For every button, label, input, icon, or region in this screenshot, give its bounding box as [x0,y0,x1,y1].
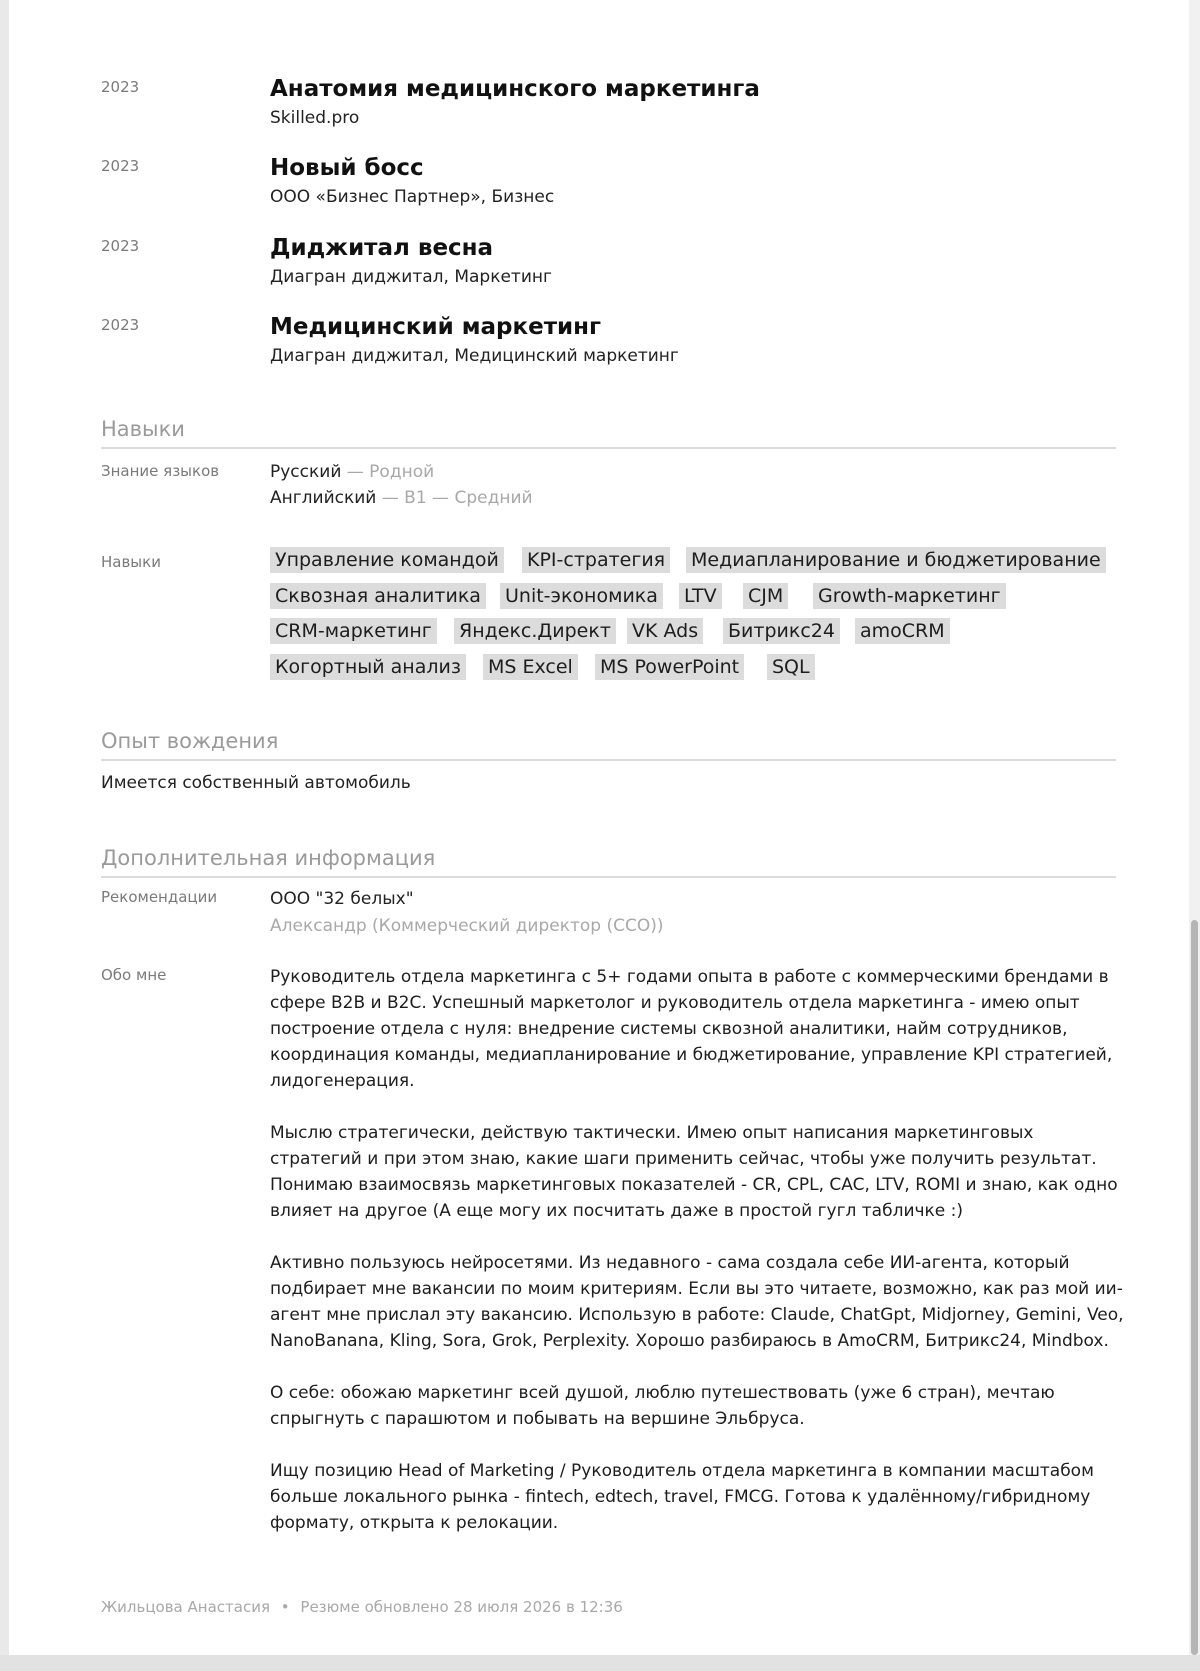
skill-tag: KPI-стратегия [522,547,670,573]
skill-tag: MS PowerPoint [595,654,744,680]
skill-tag: Unit-экономика [500,583,663,609]
about-paragraph: Мыслю стратегически, действую тактически. Имею опыт написания маркетинговых стратегий и при этом знаю, какие шаги применить сейчас, чтобы уже получить результат. Понимаю взаимосвязь маркетинговых показателей - CR, CPL, CAC, LTV, ROMI и знаю, как одно влияет на другое (А еще могу их посчитать даже в простой гугл табличке :) [270,1123,1118,1221]
course-title: Диджитал весна [270,235,494,261]
about-paragraph: Активно пользуюсь нейросетями. Из недавного - сама создала себе ИИ-агента, который подбирает мне вакансии по моим критериям. Если вы это читаете, возможно, как раз мой ии-агент мне прислал эту вакансию. Использую в работе: Claude, ChatGpt, Midjorney, Gemini, Veo, NanoBanana, Kling, Sora, Grok, Perplexity. Хорошо разбираюсь в AmoCRM, Битрикс24, Mindbox. [270,1253,1124,1351]
skill-tag: LTV [679,583,722,609]
course-year: 2023 [101,316,140,334]
footer-separator: • [280,1598,290,1616]
course-title: Новый босс [270,155,424,181]
course-year: 2023 [101,157,140,175]
about-paragraph: О себе: обожаю маркетинг всей душой, люблю путешествовать (уже 6 стран), мечтаю спрыгнуть с парашютом и побывать на вершине Эльбруса. [270,1383,1055,1429]
course-title: Анатомия медицинского маркетинга [270,76,760,102]
recommendations-label: Рекомендации [101,888,218,906]
language-item [270,462,434,482]
language-level: — B1 — Средний [376,488,533,508]
skill-tag: Битрикс24 [723,618,840,644]
driving-text: Имеется собственный автомобиль [101,773,411,793]
course-org: Skilled.pro [270,108,360,128]
vertical-scrollbar[interactable] [1189,0,1200,1671]
about-paragraph: Ищу позицию Head of Marketing / Руководитель отдела маркетинга в компании масштабом больше локального рынка - fintech, edtech, travel, FMCG. Готова к удалённому/гибридному формату, открыта к релокации. [270,1461,1094,1533]
bottom-bar [0,1655,1200,1671]
about-text [270,964,1130,1536]
resume-footer [101,1598,623,1616]
about-paragraph: Руководитель отдела маркетинга с 5+ годами опыта в работе с коммерческими брендами в сфере B2B и B2C. Успешный маркетолог и руководитель отдела маркетинга - имею опыт построение отдела с нуля: внедрение системы сквозной аналитики, найм сотрудников, координация команды, медиапланирование и бюджетирование, управление KPI стратегией, лидогенерация. [270,967,1113,1091]
recommendation-org: ООО "32 белых" [270,889,414,909]
skill-tag: VK Ads [627,618,703,644]
footer-updated: Резюме обновлено 28 июля 2026 в 12:36 [300,1598,623,1616]
language-level: — Родной [341,462,435,482]
skill-tag: Яндекс.Директ [454,618,616,644]
skill-tag: Когортный анализ [270,654,466,680]
course-title: Медицинский маркетинг [270,314,602,340]
language-item [270,488,533,508]
scrollbar-thumb[interactable] [1191,920,1198,1655]
driving-section-title: Опыт вождения [101,729,1116,761]
skill-tag: MS Excel [483,654,578,680]
course-year: 2023 [101,78,140,96]
footer-name: Жильцова Анастасия [101,1598,270,1616]
skills-label: Навыки [101,553,161,571]
course-year: 2023 [101,237,140,255]
course-org: Диагран диджитал, Маркетинг [270,267,552,287]
skill-tag: amoCRM [855,618,950,644]
language-name: Русский [270,462,342,482]
additional-section-title: Дополнительная информация [101,846,1116,878]
skill-tag: Медиапланирование и бюджетирование [686,547,1106,573]
about-label: Обо мне [101,966,167,984]
skill-tag: Сквозная аналитика [270,583,486,609]
resume-page [9,0,1189,1655]
skills-section-title: Навыки [101,417,1116,449]
recommendation-person: Александр (Коммерческий директор (CCO)) [270,916,664,936]
course-org: ООО «Бизнес Партнер», Бизнес [270,187,555,207]
skill-tag: CRM-маркетинг [270,618,437,644]
skill-tag: Growth-маркетинг [813,583,1006,609]
language-name: Английский [270,488,377,508]
skill-tag: Управление командой [270,547,504,573]
skill-tag: CJM [743,583,788,609]
skill-tag: SQL [767,654,815,680]
course-org: Диагран диджитал, Медицинский маркетинг [270,346,679,366]
languages-label: Знание языков [101,462,220,480]
